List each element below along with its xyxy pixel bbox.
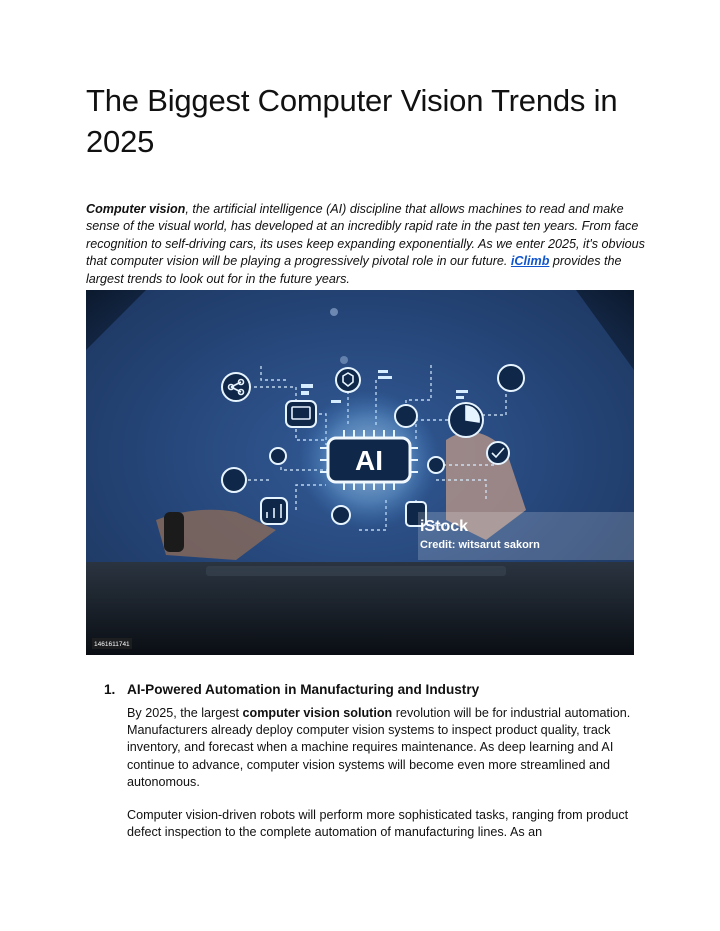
image-credit: Credit: witsarut sakorn [420,539,540,551]
section-number: 1. [104,682,116,697]
share-icon [222,373,250,401]
iclimb-link[interactable]: iClimb [510,254,550,269]
istock-watermark: iStock [420,518,469,535]
checkmark-icon [487,442,509,464]
intro-paragraph [86,201,646,288]
paragraph-text: By 2025, the largest [127,706,243,720]
section-heading-text: AI-Powered Automation in Manufacturing and Industry [127,682,480,697]
hero-image [86,290,634,655]
paragraph-bold-term: computer vision solution [242,706,393,720]
trend-section-1 [104,681,664,841]
intro-text-2: provides the largest trends to look out for in the future years. [86,254,622,286]
stock-id: 1461611741 [94,641,130,648]
section-body [127,705,664,841]
shield-icon [336,368,360,392]
watch [164,512,184,552]
lightbulb-icon [395,405,417,427]
paragraph-text: revolution will be for industrial automation. Manufacturers already deploy computer vision systems to inspect product quality, track inventory, and forecast when a machine requires maintenance. As deep learning and AI continue to advance, computer vision systems will become even more streamlined and autonomous. [127,706,631,789]
ai-network-illustration [86,290,634,655]
ai-chip-label: AI [355,445,383,476]
page-title: The Biggest Computer Vision Trends in 2025 [86,83,618,159]
laptop-icon [286,401,316,427]
intro-text-1: , the artificial intelligence (AI) discipline that allows machines to read and make sense of the visual world, has developed at an incredibly rapid rate in the past ten years. From face recognition to self-driving cars, its uses keep expanding exponentially. As we enter 2025, it's obvious that computer vision will be playing a progressively pivotal role in our future. [86,202,645,269]
chat-icon [222,468,246,492]
trash-icon [428,457,444,473]
section-heading [104,681,664,699]
power-icon [270,448,286,464]
ai-chip [320,430,418,490]
intro-bold-term: Computer vision [86,202,186,216]
gear-icon [332,506,350,524]
section-paragraph-1 [127,705,664,791]
tools-icon [498,365,524,391]
section-paragraph-2: Computer vision-driven robots will perform more sophisticated tasks, ranging from product defect inspection to the complete automation of manufacturing lines. As an [127,808,629,840]
